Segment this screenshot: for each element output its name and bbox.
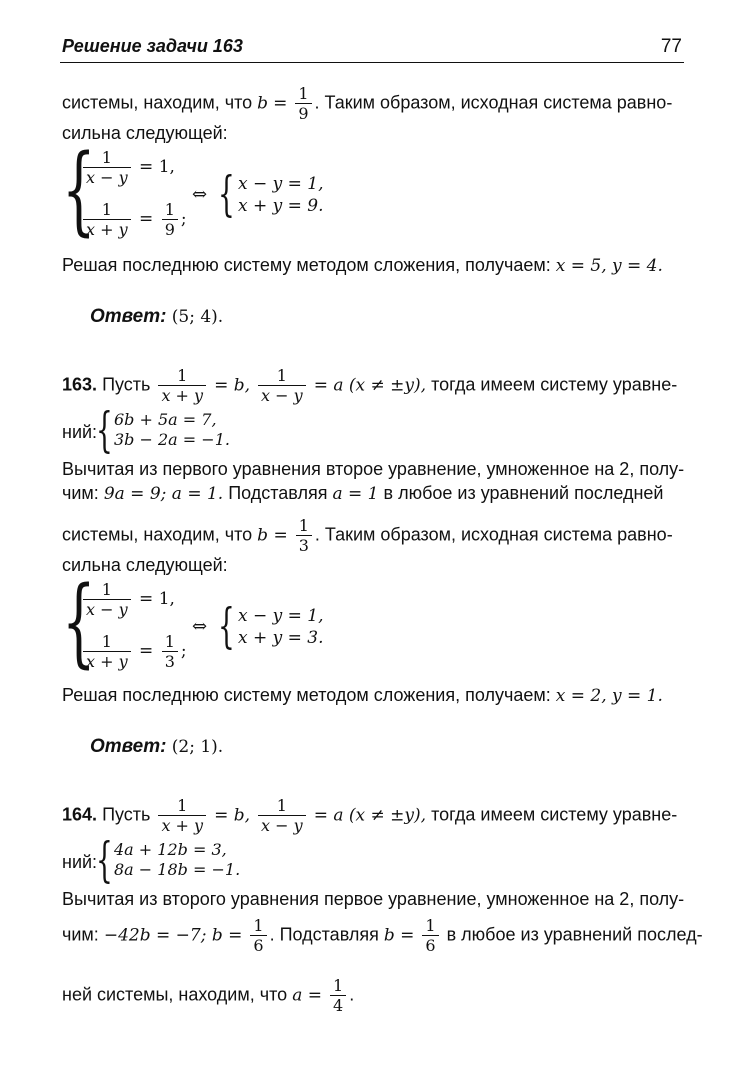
system-row: $\frac{1}{x - y}$ = 1, (80, 148, 175, 187)
left-brace-icon: { (218, 598, 235, 654)
p162-solve-line: Решая последнюю систему методом сложения, получаем: x = 5, y = 4. (62, 255, 663, 276)
problem-number: 163. (62, 374, 98, 395)
p164-line-3: Вычитая из второго уравнения первое уравнение, умноженное на 2, полу- (62, 889, 685, 909)
left-brace-icon: { (96, 832, 113, 888)
p163-system: ний: { 6b + 5a = 7, 3b − 2a = −1. (62, 402, 230, 458)
p164-system: ний: { 4a + 12b = 3, 8a − 18b = −1. (62, 832, 241, 888)
fraction: $\frac{1}{9}$ (295, 84, 311, 123)
p162-line-1: системы, находим, что b = $\frac{1}{9}$ . Таким образом, исходная система равно- (62, 84, 673, 123)
problem-number: 164. (62, 804, 98, 825)
p163-system-2 (62, 566, 422, 678)
system-row: 3b − 2a = −1. (114, 430, 230, 449)
p163-line-3: Вычитая из первого уравнения второе уравнение, умноженное на 2, полу- (62, 459, 685, 479)
left-brace-icon: { (62, 134, 96, 246)
p163-line-4: чим: 9a = 9; a = 1. Подставляя a = 1 в любое из уравнений последней (62, 483, 664, 504)
system-row: $\frac{1}{x + y}$ = $\frac{1}{3}$ ; (80, 632, 187, 671)
equivalence-icon: ⇔ (192, 184, 208, 205)
p162-line-2: сильна следующей: (62, 123, 228, 143)
system-row: x + y = 9. (238, 196, 324, 216)
system-row: 8a − 18b = −1. (114, 860, 241, 879)
p162-answer: Ответ: (5; 4). (90, 306, 224, 327)
left-brace-icon: { (218, 166, 235, 222)
system-row: x + y = 3. (238, 628, 324, 648)
system-row: 6b + 5a = 7, (114, 410, 217, 429)
p162-system (62, 134, 422, 246)
system-row: $\frac{1}{x + y}$ = $\frac{1}{9}$ ; (80, 200, 187, 239)
p163-solve-line: Решая последнюю систему методом сложения, получаем: x = 2, y = 1. (62, 685, 663, 706)
p163-line-5: системы, находим, что b = $\frac{1}{3}$ . Таким образом, исходная система равно- (62, 516, 673, 555)
header-rule (60, 62, 684, 63)
system-row: x − y = 1, (238, 606, 324, 626)
p164-line-1: 164. Пусть $\frac{1}{x + y}$ = b, $\frac{1}{x - y}$ = a (x ≠ ±y), тогда имеем систему уравне- (62, 796, 678, 835)
left-brace-icon: { (62, 566, 96, 678)
running-header-title: Решение задачи 163 (62, 36, 243, 56)
left-brace-icon: { (96, 402, 113, 458)
p164-line-4: чим: −42b = −7; b = $\frac{1}{6}$ . Подставляя b = $\frac{1}{6}$ в любое из уравнений послед- (62, 916, 703, 955)
p163-answer: Ответ: (2; 1). (90, 736, 224, 757)
p163-line-1: 163. Пусть $\frac{1}{x + y}$ = b, $\frac{1}{x - y}$ = a (x ≠ ±y), тогда имеем систему уравне- (62, 366, 678, 405)
p163-line-6: сильна следующей: (62, 555, 228, 575)
p164-line-5: ней системы, находим, что a = $\frac{1}{4}$ . (62, 976, 355, 1015)
equivalence-icon: ⇔ (192, 616, 208, 637)
system-row: 4a + 12b = 3, (114, 840, 227, 859)
system-row: $\frac{1}{x - y}$ = 1, (80, 580, 175, 619)
page-number: 77 (660, 36, 682, 57)
system-row: x − y = 1, (238, 174, 324, 194)
